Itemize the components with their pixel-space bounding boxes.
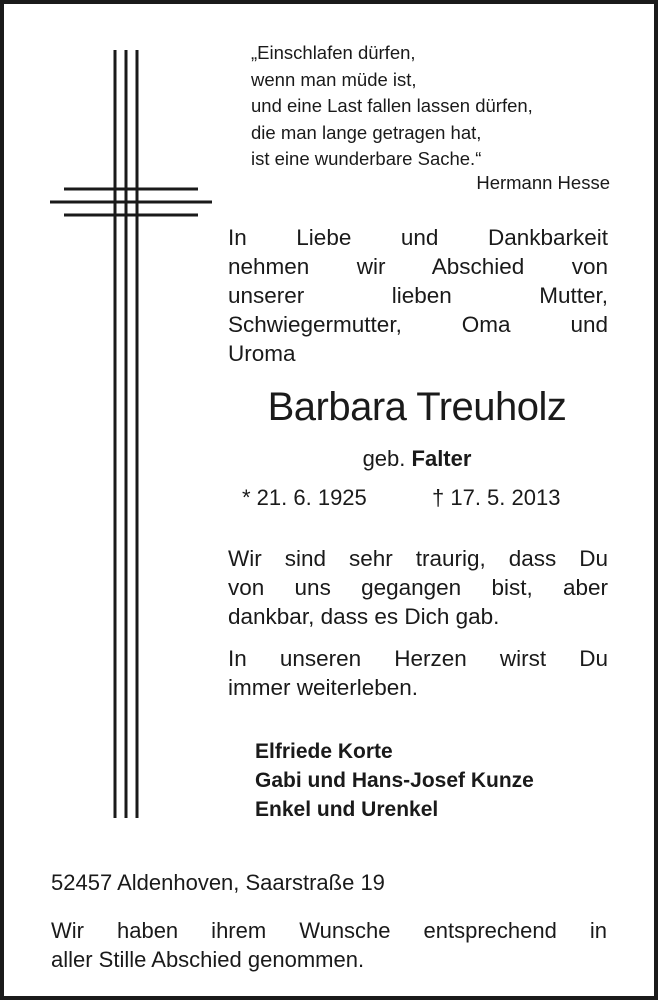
death-date: † 17. 5. 2013: [432, 485, 561, 510]
intro-line: Schwiegermutter, Oma und: [228, 312, 608, 337]
intro-line: In Liebe und Dankbarkeit: [228, 225, 608, 250]
quote-author: Hermann Hesse: [476, 172, 610, 193]
life-dates: [242, 485, 561, 511]
message-line: immer weiterleben.: [228, 675, 419, 700]
maiden-name-line: [222, 446, 612, 472]
message-line: dankbar, dass es Dich gab.: [228, 604, 500, 629]
message-paragraph-1: [228, 544, 608, 631]
intro-line: unserer lieben Mutter,: [228, 283, 608, 308]
born-prefix: geb.: [362, 446, 406, 471]
hesse-quote: [251, 40, 533, 173]
funeral-notice: [51, 916, 607, 974]
notice-line: aller Stille Abschied genommen.: [51, 947, 365, 972]
quote-line: und eine Last fallen lassen dürfen,: [251, 95, 533, 116]
intro-text: [228, 223, 608, 368]
message-line: Wir sind sehr traurig, dass Du: [228, 546, 608, 571]
deceased-name: Barbara Treuholz: [267, 385, 567, 429]
mourners-list: [255, 737, 534, 824]
message-line: von uns gegangen bist, aber: [228, 575, 608, 600]
quote-line: die man lange getragen hat,: [251, 121, 482, 143]
mourner-name: Enkel und Urenkel: [255, 798, 439, 821]
quote-line: „Einschlafen dürfen,: [251, 42, 416, 63]
intro-line: nehmen wir Abschied von: [228, 254, 608, 279]
maiden-name: Falter: [411, 446, 472, 471]
message-line: In unseren Herzen wirst Du: [228, 646, 608, 671]
address: 52457 Aldenhoven, Saarstraße 19: [51, 870, 385, 895]
quote-line: wenn man müde ist,: [251, 68, 417, 90]
intro-line: Uroma: [228, 341, 296, 366]
mourner-name: Gabi und Hans-Josef Kunze: [255, 769, 534, 792]
birth-date: * 21. 6. 1925: [242, 485, 367, 510]
message-paragraph-2: [228, 644, 608, 702]
mourner-name: Elfriede Korte: [255, 740, 393, 763]
notice-line: Wir haben ihrem Wunsche entsprechend in: [51, 918, 607, 943]
quote-line: ist eine wunderbare Sache.“: [251, 148, 482, 169]
